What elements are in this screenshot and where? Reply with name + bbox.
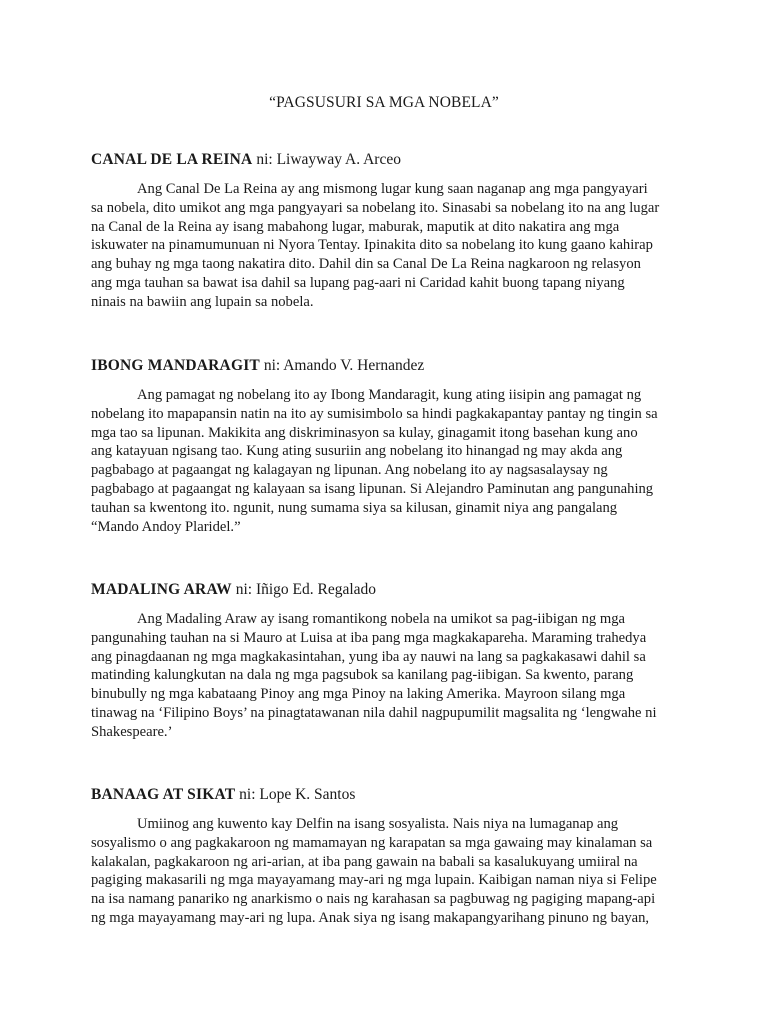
paragraph-line: sa nobela, dito umikot ang mga pangyayari sa nobelang ito. Sinasabi sa nobelang ito na ang lugar — [91, 199, 660, 216]
novel-title: MADALING ARAW — [91, 581, 232, 598]
document-title: “PAGSUSURI SA MGA NOBELA” — [269, 94, 499, 111]
paragraph-line: matinding kalungkutan na dala ng mga pagsubok sa kanilang pag-iibigan. Sa kwento, parang — [91, 667, 634, 684]
author-byline: ni: Amando V. Hernandez — [259, 357, 425, 374]
paragraph-line: ang mga tauhan sa bawat isa dahil sa lupang pag-aari ni Caridad kahit buong tapang niyang — [91, 274, 625, 291]
paragraph-line: Umiinog ang kuwento kay Delfin na isang sosyalista. Nais niya na lumaganap ang — [137, 816, 619, 832]
author-byline: ni: Liwayway A. Arceo — [252, 151, 401, 168]
paragraph-line: “Mando Andoy Plaridel.” — [91, 518, 241, 535]
paragraph-line: na Canal de la Reina ay isang mabahong lugar, maburak, maputik at dito nakatira ang mga — [91, 218, 620, 235]
novel-title: IBONG MANDARAGIT — [91, 357, 260, 374]
paragraph-line: pagbabago at pagaangat ng kalagayan ng lipunan. Ang nobelang ito ay nagsasalaysay ng — [91, 462, 608, 479]
author-byline: ni: Iñigo Ed. Regalado — [231, 581, 377, 598]
paragraph-line: Ang Madaling Araw ay isang romantikong nobela na umikot sa pag-iibigan ng mga — [137, 611, 625, 627]
paragraph-line: binubully ng mga kabataang Pinoy ang mga Pinoy na laking Amerika. Mayroon silang mga — [91, 686, 626, 703]
novel-title: CANAL DE LA REINA — [91, 151, 253, 168]
paragraph-line: nobelang ito mapapansin natin na ito ay sumisimbolo sa hindi pagkakapantay pantay ng tingin sa — [91, 405, 658, 422]
paragraph-line: mga tao sa lipunan. Makikita ang diskriminasyon sa kulay, ginagamit itong basehan kung ano — [91, 424, 638, 441]
section-paragraph — [91, 386, 685, 536]
author-byline: ni: Lope K. Santos — [235, 786, 356, 803]
paragraph-line: na isa namang panariko ng anarkismo o nais ng karahasan sa pagbuwag ng pagiging mapang-api — [91, 891, 656, 908]
paragraph-line: pagbabago at pagaangat ng kalayaan sa isang lipunan. Si Alejandro Paminutan ang pangunahing — [91, 480, 654, 497]
paragraph-line: Shakespeare.’ — [91, 723, 173, 740]
paragraph-line: ang katayuan ngisang tao. Kung ating susuriin ang nobelang ito hinangad ng may akda ang — [91, 443, 623, 460]
section-heading — [91, 580, 685, 600]
section-paragraph — [91, 180, 685, 312]
novel-section — [91, 785, 685, 928]
paragraph-line: tauhan sa kwentong ito. ngunit, nung sumama siya sa kilusan, ginamit niya ang pangalang — [91, 499, 618, 516]
paragraph-line: pangunahing tauhan na si Mauro at Luisa at iba pang mga magkakapareha. Maraming trahedya — [91, 629, 647, 646]
paragraph-line: kalakalan, pagkakaroon ng ari-arian, at iba pang gawain na babali sa kasalukuyang umiiral na — [91, 853, 638, 870]
novel-title: BANAAG AT SIKAT — [91, 786, 236, 803]
novel-section — [91, 150, 685, 312]
paragraph-line: tinawag na ‘Filipino Boys’ na pinagtatawanan nila dahil nagpupumilit magsalita ng ‘lengwahe ni — [91, 704, 657, 721]
paragraph-line: pagiging makasarili ng mga mayayamang may-ari ng mga lupain. Kaibigan naman niya si Felipe — [91, 872, 657, 889]
paragraph-line: ng mga mayayamang may-ari ng lupa. Anak siya ng isang makapangyarihang pinuno ng bayan, — [91, 909, 650, 926]
paragraph-line: ang pinagdaanan ng mga magkakasintahan, yung iba ay nauwi na lang sa pagkakasawi dahil sa — [91, 648, 646, 665]
paragraph-line: Ang pamagat ng nobelang ito ay Ibong Mandaragit, kung ating iisipin ang pamagat ng — [137, 387, 642, 403]
section-heading — [91, 785, 685, 805]
paragraph-line: ninais na bawiin ang lupain sa nobela. — [91, 293, 314, 310]
paragraph-line: sosyalismo o ang pagkakaroon ng mamamayan ng karapatan sa mga gawaing may kinalaman sa — [91, 834, 653, 851]
paragraph-line: iskuwater na pinamumunuan ni Nyora Tentay. Ipinakita dito sa nobelang ito kung gaano kahirap — [91, 237, 653, 254]
paragraph-line: Ang Canal De La Reina ay ang mismong lugar kung saan naganap ang mga pangyayari — [137, 181, 648, 197]
novel-section — [91, 580, 685, 742]
novel-section — [91, 356, 685, 536]
section-heading — [91, 356, 685, 376]
paragraph-line: ang buhay ng mga taong nakatira dito. Dahil din sa Canal De La Reina nagkaroon ng relasyon — [91, 256, 641, 273]
section-paragraph — [91, 610, 685, 742]
section-heading — [91, 150, 685, 170]
section-paragraph — [91, 815, 685, 928]
